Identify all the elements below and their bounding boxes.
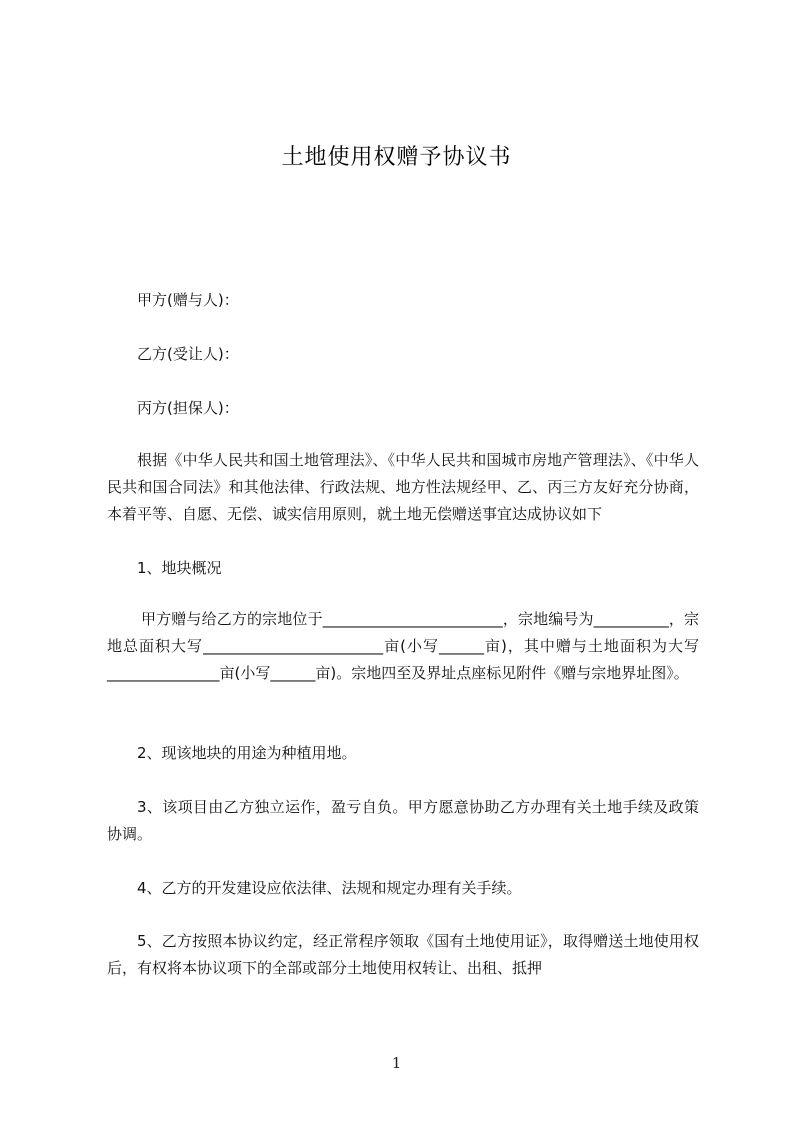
document-title: 土地使用权赠予协议书 <box>281 145 512 170</box>
section3-paragraph: 3、该项目由乙方独立运作，盈亏自负。甲方愿意协助乙方办理有关土地手续及政策协调。 <box>107 798 699 843</box>
party-b-line: 乙方(受让人)： <box>137 345 239 363</box>
section1-heading: 1、地块概况 <box>137 559 222 577</box>
section4-paragraph: 4、乙方的开发建设应依法律、法规和规定办理有关手续。 <box>137 879 522 897</box>
party-c-line: 丙方(担保人)： <box>137 399 239 417</box>
section2-paragraph: 2、现该地块的用途为种植用地。 <box>137 744 357 762</box>
party-a-line: 甲方(赠与人)： <box>137 291 239 309</box>
page-number: 1 <box>391 1054 402 1072</box>
preamble-paragraph: 根据《中华人民共和国土地管理法》、《中华人民共和国城市房地产管理法》、《中华人民共和国合同法》和其他法律、行政法规、地方性法规经甲、乙、丙三方友好充分协商，本着平等、自愿、无偿、诚实信用原则，就土地无偿赠送事宜达成协议如下 <box>107 451 699 523</box>
section5-paragraph: 5、乙方按照本协议约定，经正常程序领取《国有土地使用证》，取得赠送土地使用权后，有权将本协议项下的全部或部分土地使用权转让、出租、抵押 <box>107 932 699 977</box>
section1-body: 甲方赠与给乙方的宗地位于________________________，宗地编号为__________，宗地总面积大写________________________亩(小写______亩)，其中赠与土地面积为大写_______________亩(小写______亩)。宗地四至及界址点座标见附件《赠与宗地界址图》。 <box>107 610 699 682</box>
